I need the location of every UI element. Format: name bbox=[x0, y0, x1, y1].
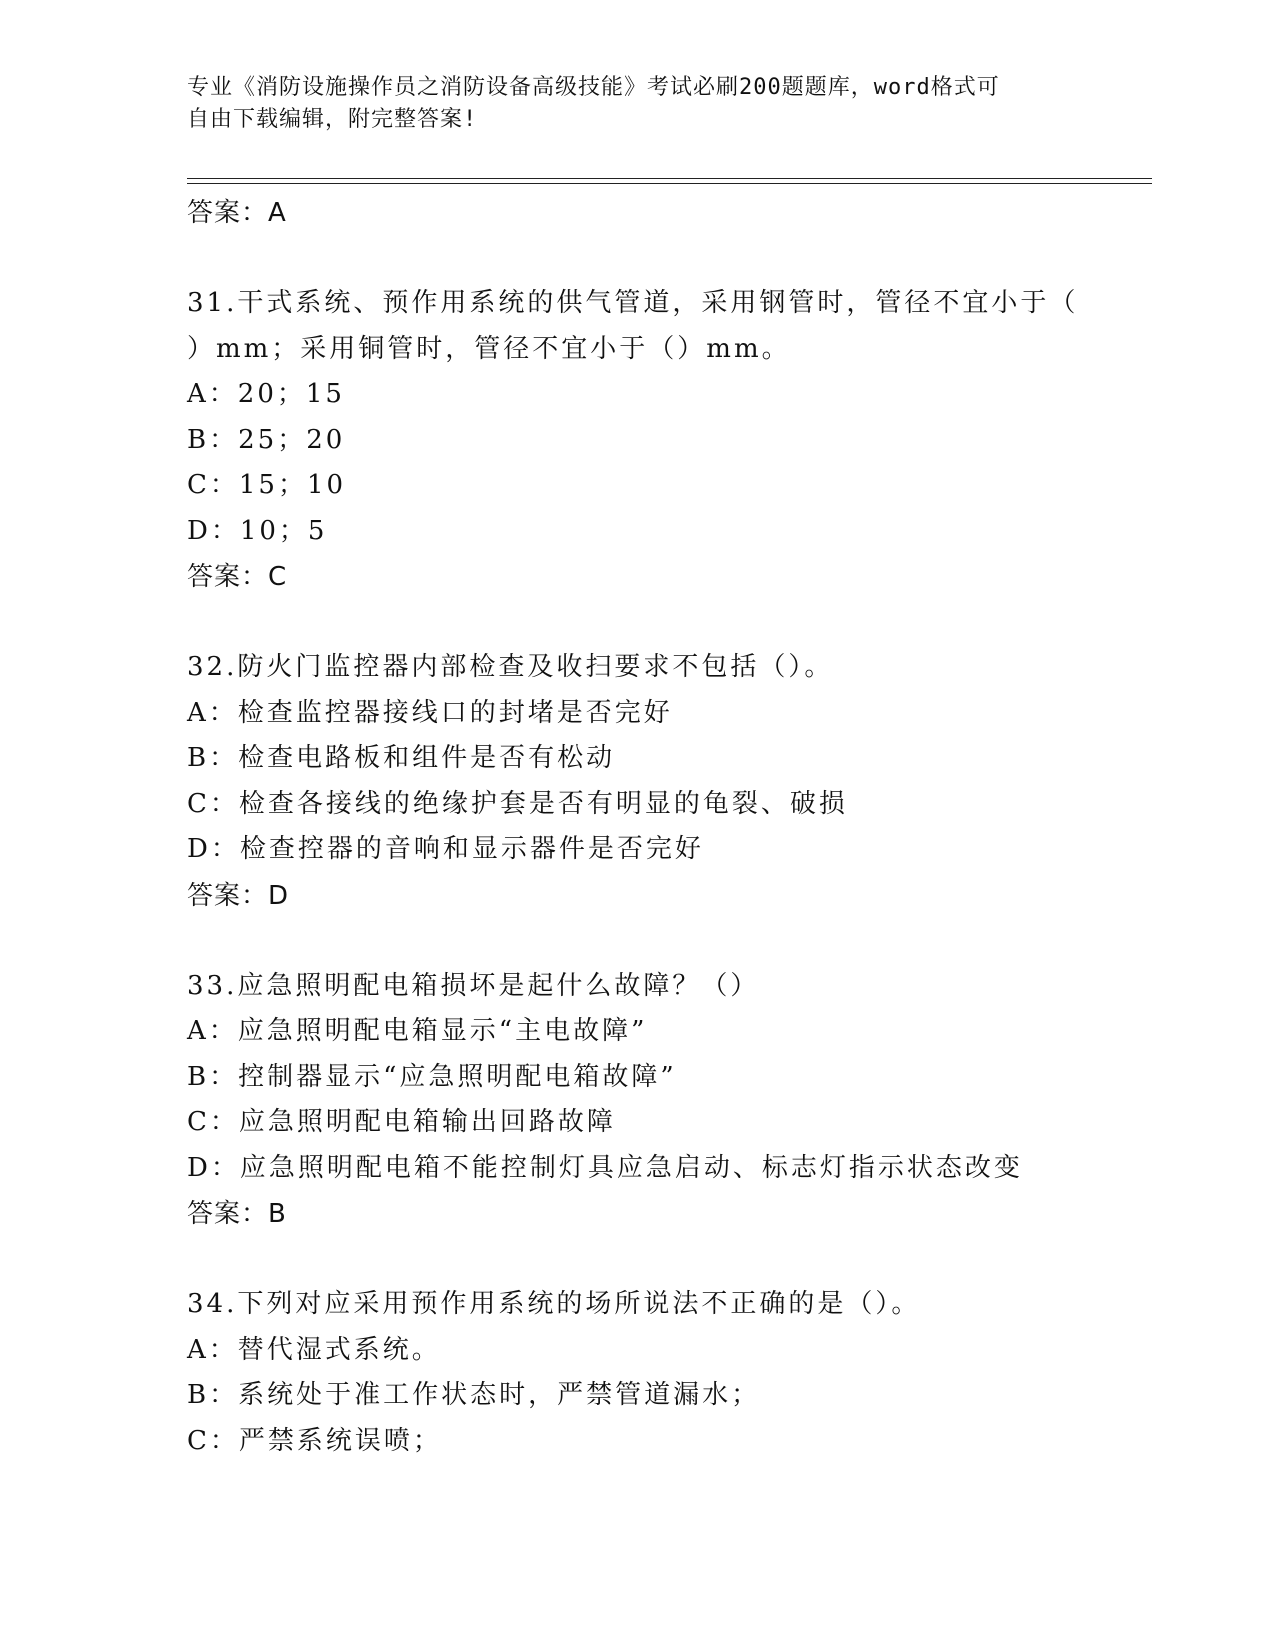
spacer bbox=[187, 919, 1152, 964]
spacer bbox=[187, 600, 1152, 645]
header-line-1: 专业《消防设施操作员之消防设备高级技能》考试必刷200题题库，word格式可 bbox=[187, 75, 1000, 100]
answer-line: 答案：B bbox=[187, 1199, 287, 1229]
document-body bbox=[187, 190, 1152, 1464]
question-33 bbox=[187, 964, 1152, 1238]
question-stem-line: ）mm；采用铜管时，管径不宜小于（）mm。 bbox=[187, 333, 791, 364]
question-stem-line: 33.应急照明配电箱损坏是起什么故障？（） bbox=[187, 970, 760, 1001]
spacer bbox=[187, 1237, 1152, 1282]
header-rule-bottom bbox=[187, 183, 1152, 184]
answer-line: 答案：C bbox=[187, 562, 288, 592]
header-rule-top bbox=[187, 178, 1152, 179]
option-c: C：应急照明配电箱输出回路故障 bbox=[187, 1107, 616, 1137]
option-c: C：严禁系统误喷； bbox=[187, 1425, 442, 1456]
option-d: D：检查控器的音响和显示器件是否完好 bbox=[187, 834, 704, 864]
option-d: D：10；5 bbox=[187, 515, 328, 546]
option-b: B：25；20 bbox=[187, 424, 346, 455]
option-c: C：15；10 bbox=[187, 470, 347, 500]
header-line-2: 自由下载编辑，附完整答案! bbox=[187, 107, 478, 132]
option-a: A：检查监控器接线口的封堵是否完好 bbox=[187, 697, 673, 728]
question-31 bbox=[187, 281, 1152, 600]
option-c: C：检查各接线的绝缘护套是否有明显的龟裂、破损 bbox=[187, 788, 848, 819]
previous-answer: 答案：A bbox=[187, 198, 287, 228]
option-a: A：应急照明配电箱显示“主电故障” bbox=[187, 1016, 648, 1046]
question-32 bbox=[187, 645, 1152, 919]
answer-line: 答案：D bbox=[187, 880, 290, 911]
question-34 bbox=[187, 1282, 1152, 1464]
option-b: B：系统处于准工作状态时，严禁管道漏水； bbox=[187, 1380, 761, 1410]
question-stem-line: 32.防火门监控器内部检查及收扫要求不包括（）。 bbox=[187, 652, 834, 682]
option-b: B：检查电路板和组件是否有松动 bbox=[187, 743, 616, 773]
option-a: A：替代湿式系统。 bbox=[187, 1334, 441, 1365]
document-header bbox=[187, 72, 1087, 136]
option-a: A：20；15 bbox=[187, 379, 345, 409]
question-stem-line: 34.下列对应采用预作用系统的场所说法不正确的是（）。 bbox=[187, 1289, 921, 1319]
question-stem-line: 31.干式系统、预作用系统的供气管道，采用钢管时，管径不宜小于（ bbox=[187, 288, 1079, 318]
spacer bbox=[187, 236, 1152, 281]
option-b: B：控制器显示“应急照明配电箱故障” bbox=[187, 1061, 677, 1092]
option-d: D：应急照明配电箱不能控制灯具应急启动、标志灯指示状态改变 bbox=[187, 1152, 1023, 1183]
